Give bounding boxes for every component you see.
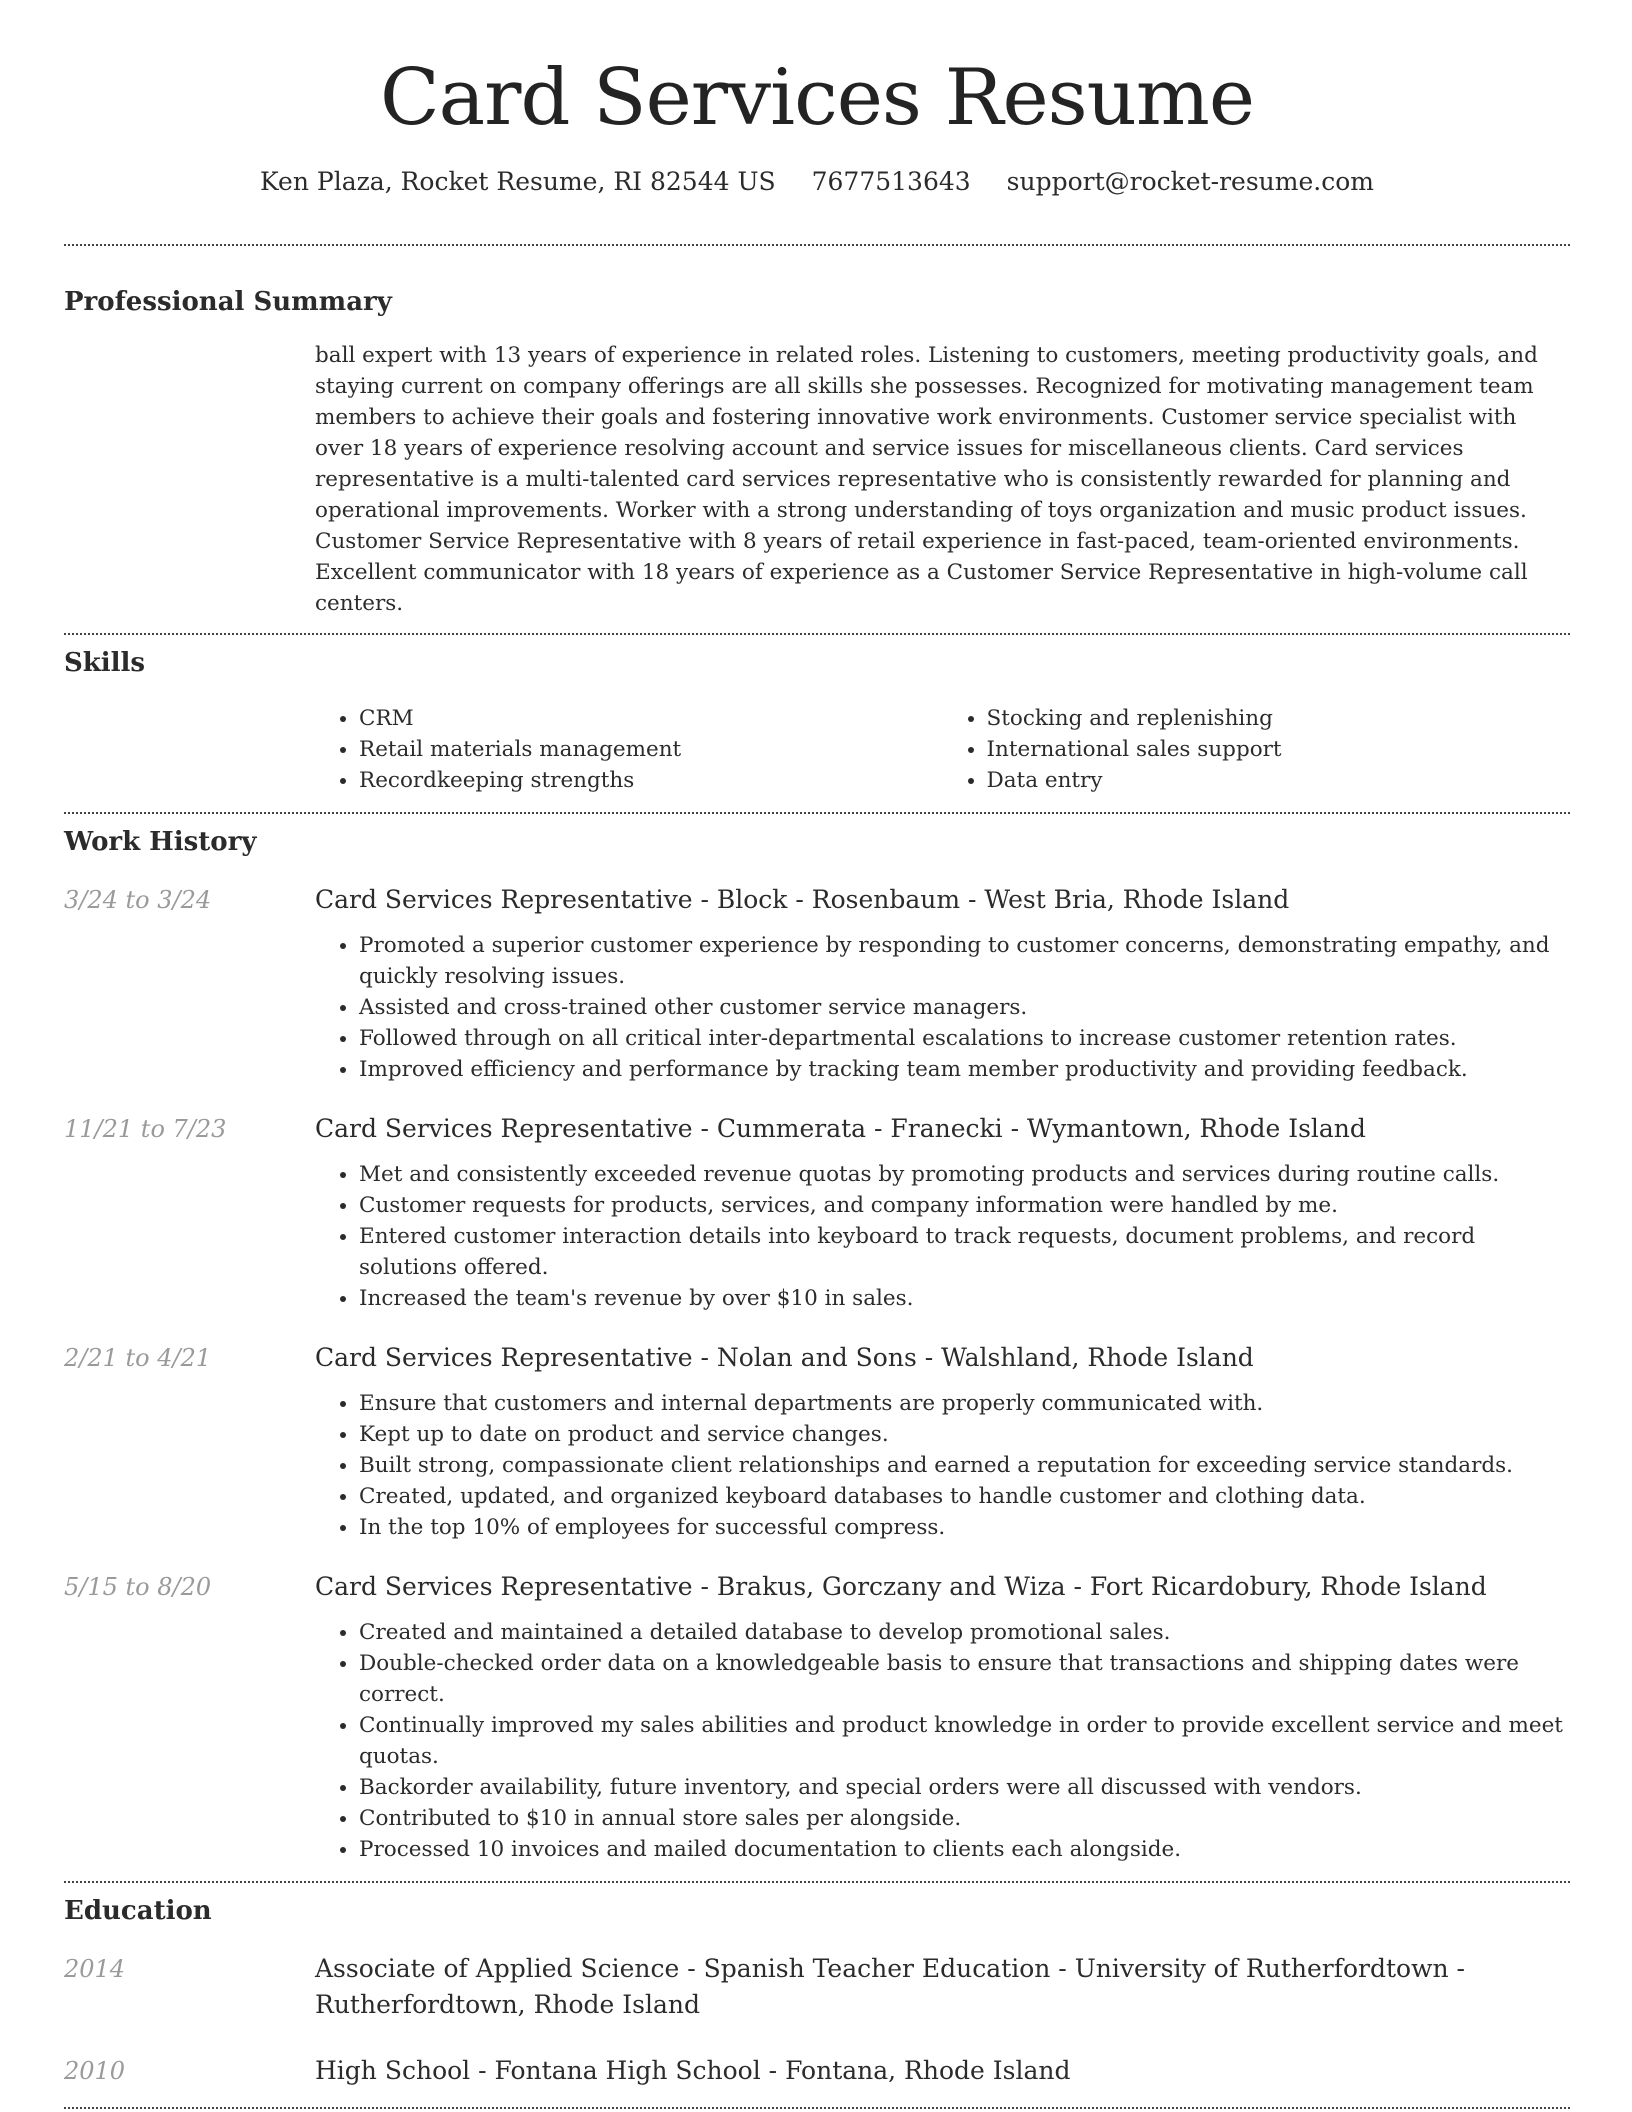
skill-item: • CRM [359,703,943,734]
work-bullet: • Met and consistently exceeded revenue quotas by promoting products and services during routine calls. [359,1159,1570,1190]
work-bullet: • Built strong, compassionate client relationships and earned a reputation for exceeding service standards. [359,1450,1570,1481]
summary-heading: Professional Summary [64,287,392,317]
work-bullet: • Assisted and cross-trained other customer service managers. [359,992,1570,1023]
education-entry [64,1951,1570,2023]
divider [64,244,1570,246]
contact-phone: 7677513643 [811,167,971,196]
skill-item: • Stocking and replenishing [987,703,1571,734]
work-bullet: • Entered customer interaction details into keyboard to track requests, document problems, and record solutions offered. [359,1221,1570,1283]
skills-column-left [315,703,943,796]
work-bullets [315,1388,1570,1543]
work-title: Card Services Representative - Block - Rosenbaum - West Bria, Rhode Island [315,885,1290,914]
education-entries [64,1951,1570,2089]
work-entry-body [315,882,1570,1085]
education-entry [64,2053,1570,2089]
work-section [64,824,1570,1865]
work-entries [64,882,1570,1865]
contact-email: support@rocket-resume.com [1006,167,1374,196]
contact-line [64,164,1570,200]
skill-item: • Retail materials management [359,734,943,765]
work-entry [64,1340,1570,1543]
work-title: Card Services Representative - Cummerata - Franecki - Wymantown, Rhode Island [315,1114,1366,1143]
work-bullet: • Followed through on all critical inter-departmental escalations to increase customer retention rates. [359,1023,1570,1054]
work-dates: 2/21 to 4/21 [64,1344,212,1372]
work-dates: 3/24 to 3/24 [64,886,212,914]
skills-column-right [943,703,1571,796]
skills-list [315,703,1570,796]
summary-text: ball expert with 13 years of experience in related roles. Listening to customers, meeting productivity goals, and staying current on company offerings are all skills she possesses. Recognized for motivating management team members to achieve their goals and fostering innovative work environments. Customer service specialist with over 18 years of experience resolving account and service issues for miscellaneous clients. Card services representative is a multi-talented card services representative who is consistently rewarded for planning and operational improvements. Worker with a strong understanding of toys organization and music product issues. Customer Service Representative with 8 years of retail experience in fast-paced, team-oriented environments. Excellent communicator with 18 years of experience as a Customer Service Representative in high-volume call centers. [315,343,1538,616]
work-bullet: • Processed 10 invoices and mailed documentation to clients each alongside. [359,1834,1570,1865]
page-title: Card Services Resume [379,53,1255,143]
divider [64,812,1570,814]
work-bullet: • Improved efficiency and performance by tracking team member productivity and providing feedback. [359,1054,1570,1085]
skills-heading: Skills [64,648,146,678]
work-bullet: • Increased the team's revenue by over $10 in sales. [359,1283,1570,1314]
work-title: Card Services Representative - Nolan and Sons - Walshland, Rhode Island [315,1343,1254,1372]
work-entry [64,882,1570,1085]
divider [64,1881,1570,1883]
work-bullet: • Double-checked order data on a knowledgeable basis to ensure that transactions and shipping dates were correct. [359,1648,1570,1710]
education-year: 2014 [64,1955,126,1983]
work-bullet: • Contributed to $10 in annual store sales per alongside. [359,1803,1570,1834]
work-bullet: • Backorder availability, future inventory, and special orders were all discussed with vendors. [359,1772,1570,1803]
education-year: 2010 [64,2057,126,2085]
work-bullet: • Continually improved my sales abilities and product knowledge in order to provide excellent service and meet quotas. [359,1710,1570,1772]
work-bullet: • Created, updated, and organized keyboard databases to handle customer and clothing data. [359,1481,1570,1512]
work-bullet: • In the top 10% of employees for successful compress. [359,1512,1570,1543]
work-dates: 5/15 to 8/20 [64,1573,212,1601]
work-dates: 11/21 to 7/23 [64,1115,227,1143]
education-heading: Education [64,1896,212,1926]
education-text: High School - Fontana High School - Fontana, Rhode Island [315,2056,1071,2085]
work-title: Card Services Representative - Brakus, Gorczany and Wiza - Fort Ricardobury, Rhode Island [315,1572,1487,1601]
skill-item: • International sales support [987,734,1571,765]
contact-address: Ken Plaza, Rocket Resume, RI 82544 US [260,167,776,196]
work-bullet: • Customer requests for products, services, and company information were handled by me. [359,1190,1570,1221]
education-section [64,1893,1570,2089]
skills-section [64,645,1570,796]
work-bullets [315,930,1570,1085]
work-entry [64,1111,1570,1314]
work-bullet: • Ensure that customers and internal departments are properly communicated with. [359,1388,1570,1419]
divider [64,2107,1570,2109]
work-entry-body [315,1111,1570,1314]
work-heading: Work History [64,827,257,857]
skill-item: • Recordkeeping strengths [359,765,943,796]
skill-item: • Data entry [987,765,1571,796]
divider [64,633,1570,635]
summary-section [64,284,1570,619]
work-entry-body [315,1340,1570,1543]
work-bullets [315,1617,1570,1865]
work-bullet: • Promoted a superior customer experience by responding to customer concerns, demonstrating empathy, and quickly resolving issues. [359,930,1570,992]
work-bullets [315,1159,1570,1314]
work-bullet: • Kept up to date on product and service changes. [359,1419,1570,1450]
work-entry-body [315,1569,1570,1865]
work-entry [64,1569,1570,1865]
education-text: Associate of Applied Science - Spanish Teacher Education - University of Rutherfordtown - Rutherfordtown, Rhode Island [315,1954,1465,2019]
work-bullet: • Created and maintained a detailed database to develop promotional sales. [359,1617,1570,1648]
